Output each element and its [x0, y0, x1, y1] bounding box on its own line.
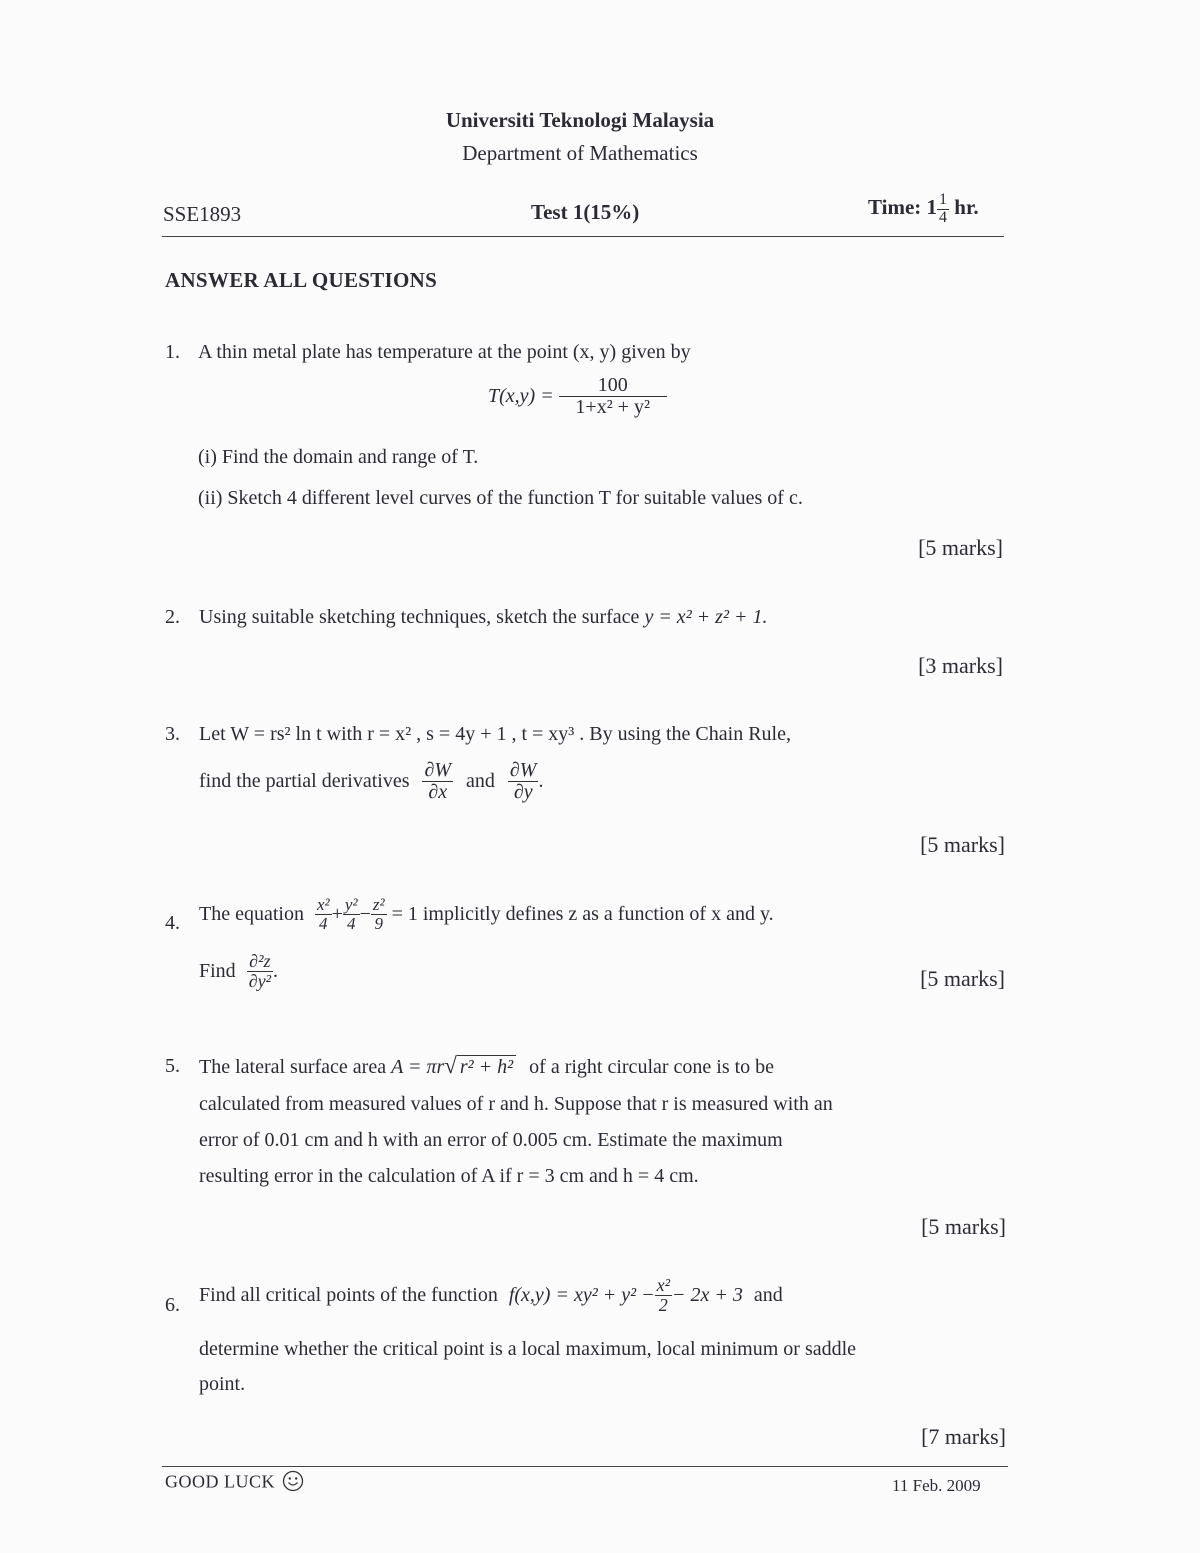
question-1-number: 1.: [165, 341, 180, 363]
question-2-number: 2.: [165, 606, 180, 628]
question-3-number: 3.: [165, 723, 180, 745]
instructions: ANSWER ALL QUESTIONS: [165, 268, 438, 292]
question-4-line-1: The equation $\frac{\text{x²}}{4}$ + $\frac{\text{y²}}{4}$ − $\frac{\text{z²}}{9}$ = 1 implicitly defines z as a function of x and y.: [199, 895, 774, 933]
footer-rule: [162, 1466, 1008, 1467]
second-derivative: $\frac{\text{∂²z}}{\text{∂y²}}$: [248, 951, 271, 991]
time-info: [868, 192, 979, 227]
question-1-formula: T(x,y) = $\frac{100}{\text{1+x² + y²}}$: [488, 375, 667, 418]
question-4-number: 4.: [165, 912, 180, 934]
question-5-line-4: resulting error in the calculation of A if r = 3 cm and h = 4 cm.: [199, 1165, 699, 1187]
question-3-line-1: Let W = rs² ln t with r = x² , s = 4y + 1 , t = xy³ . By using the Chain Rule,: [199, 723, 791, 745]
time-unit: hr.: [954, 195, 979, 220]
question-6-marks: [7 marks]: [921, 1424, 1006, 1449]
question-5-number: 5.: [165, 1055, 180, 1077]
question-6-line-1: Find all critical points of the function f(x,y) = xy² + y² − $\frac{\text{x²}}{2}$ − 2x + 3 and: [199, 1275, 783, 1315]
question-5-line-3: error of 0.01 cm and h with an error of 0.005 cm. Estimate the maximum: [199, 1129, 783, 1151]
header-rule: [162, 236, 1004, 237]
question-3-line-2: find the partial derivatives $\frac{\partial W}{\partial x}$ and $\frac{\partial W}{\partial y}$ .: [199, 759, 544, 803]
smiley-icon: [282, 1470, 304, 1497]
time-fraction: $\frac{1}{4}$: [939, 191, 948, 226]
question-5-marks: [5 marks]: [921, 1214, 1006, 1239]
question-5-line-2: calculated from measured values of r and h. Suppose that r is measured with an: [199, 1093, 833, 1115]
derivative-dw-dx: $\frac{\partial W}{\partial x}$: [424, 759, 452, 803]
question-2-formula: y = x² + z² + 1.: [644, 606, 768, 628]
question-2-text: Using suitable sketching techniques, sketch the surface y = x² + z² + 1.: [199, 606, 768, 628]
question-6-line-3: point.: [199, 1373, 246, 1395]
sqrt-expression: r² + h²: [457, 1055, 516, 1078]
question-4-marks: [5 marks]: [920, 966, 1005, 991]
question-5-line-1: The lateral surface area A = πr√ r² + h² of a right circular cone is to be: [199, 1053, 775, 1078]
time-whole: 1: [926, 195, 938, 220]
good-luck: GOOD LUCK: [165, 1470, 304, 1497]
question-3-marks: [5 marks]: [920, 832, 1005, 857]
test-label: Test 1(15%): [531, 200, 640, 224]
course-code: SSE1893: [163, 202, 242, 226]
question-1-intro: A thin metal plate has temperature at the point (x, y) given by: [198, 341, 691, 363]
department-name: Department of Mathematics: [462, 141, 698, 165]
time-label: Time:: [868, 195, 922, 220]
question-4-line-2: Find $\frac{\text{∂²z}}{\text{∂y²}}$ .: [199, 951, 278, 991]
question-1-part-i: (i) Find the domain and range of T.: [198, 446, 479, 468]
question-1-marks: [5 marks]: [918, 535, 1003, 560]
question-2-marks: [3 marks]: [918, 653, 1003, 678]
university-name: Universiti Teknologi Malaysia: [445, 108, 715, 132]
derivative-dw-dy: $\frac{\partial W}{\partial y}$: [509, 759, 537, 803]
question-6-number: 6.: [165, 1294, 180, 1316]
question-6-line-2: determine whether the critical point is a local maximum, local minimum or saddle: [199, 1338, 857, 1360]
exam-date: 11 Feb. 2009: [892, 1476, 981, 1495]
question-1-part-ii: (ii) Sketch 4 different level curves of the function T for suitable values of c.: [198, 487, 803, 509]
